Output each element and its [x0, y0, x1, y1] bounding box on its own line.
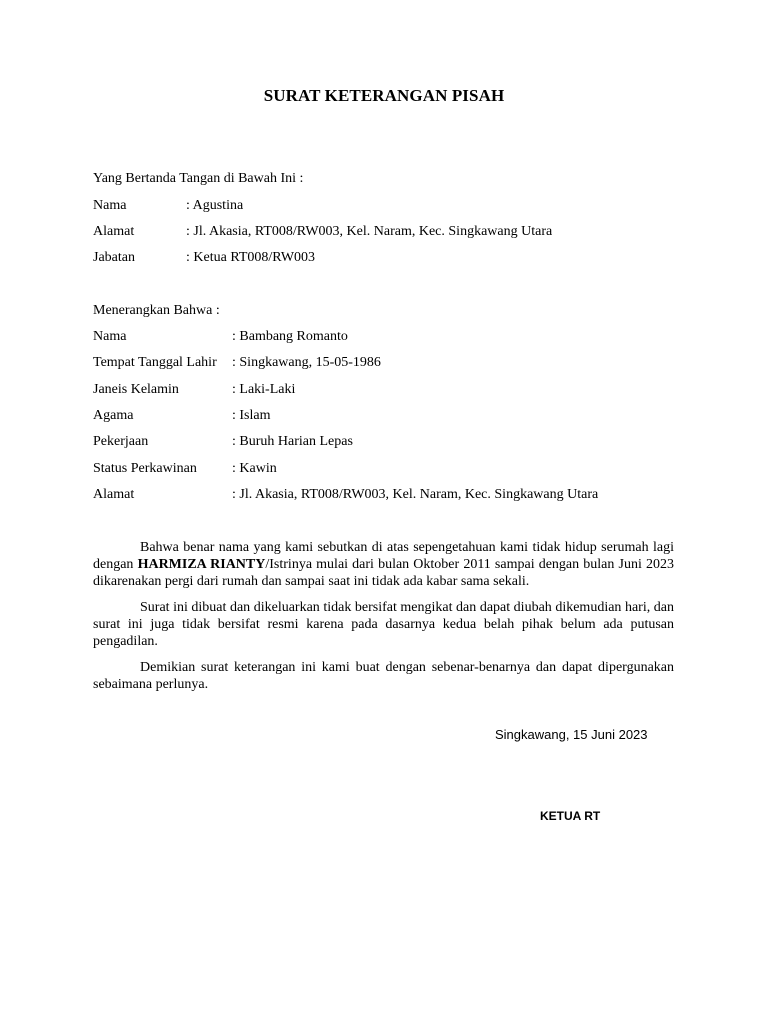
signer-intro: Yang Bertanda Tangan di Bawah Ini :: [93, 171, 304, 186]
signer-label: Alamat: [93, 224, 135, 239]
subject-value: : Jl. Akasia, RT008/RW003, Kel. Naram, Kec. Singkawang Utara: [232, 487, 599, 502]
subject-row-gender: [93, 381, 296, 399]
statement-paragraph: [93, 539, 674, 590]
subject-value: : Kawin: [232, 461, 277, 476]
disclaimer-paragraph: Surat ini dibuat dan dikeluarkan tidak bersifat mengikat dan dapat diubah dikemudian hari, dan surat ini juga tidak bersifat resmi karena pada dasarnya kedua belah pihak belum ada putusan pengadilan.: [93, 600, 674, 649]
spouse-name: HARMIZA RIANTY: [137, 557, 266, 572]
signer-label: Nama: [93, 198, 127, 213]
subject-intro: Menerangkan Bahwa :: [93, 303, 220, 318]
place-date: Singkawang, 15 Juni 2023: [495, 727, 648, 742]
subject-row-religion: [93, 407, 271, 425]
signer-row-name: [93, 197, 244, 215]
subject-value: : Bambang Romanto: [232, 329, 348, 344]
signer-value: : Jl. Akasia, RT008/RW003, Kel. Naram, Kec. Singkawang Utara: [186, 224, 553, 239]
subject-label: Status Perkawinan: [93, 461, 197, 476]
subject-row-address: [93, 486, 599, 504]
subject-label: Agama: [93, 408, 134, 423]
subject-row-birth: [93, 354, 381, 372]
document-title: SURAT KETERANGAN PISAH: [263, 86, 505, 105]
signer-row-position: [93, 249, 316, 267]
signer-label: Jabatan: [93, 250, 135, 265]
signer-row-address: [93, 223, 553, 241]
signer-value: : Agustina: [186, 198, 244, 213]
subject-row-marital: [93, 460, 277, 478]
signatory-title: KETUA RT: [540, 809, 601, 823]
statement-text-after: /Istrinya mulai dari bulan Oktober 2011 sampai dengan bulan Juni 2023 dikarenakan pergi dari rumah dan sampai saat ini tidak ada kabar sama sekali.: [93, 557, 674, 589]
subject-label: Janeis Kelamin: [93, 382, 179, 397]
subject-row-occupation: [93, 433, 353, 451]
subject-label: Pekerjaan: [93, 434, 149, 449]
subject-value: : Buruh Harian Lepas: [232, 434, 353, 449]
subject-label: Alamat: [93, 487, 135, 502]
subject-label: Nama: [93, 329, 127, 344]
subject-label: Tempat Tanggal Lahir: [93, 355, 217, 370]
closing-paragraph: Demikian surat keterangan ini kami buat dengan sebenar-benarnya dan dapat dipergunakan sebaimana perlunya.: [93, 660, 674, 692]
subject-value: : Laki-Laki: [232, 382, 296, 397]
subject-value: : Islam: [232, 408, 271, 423]
subject-row-name: [93, 328, 348, 346]
statement-text-before: Bahwa benar nama yang kami sebutkan di atas sepengetahuan kami tidak hidup serumah lagi dengan: [93, 540, 674, 572]
subject-value: : Singkawang, 15-05-1986: [232, 355, 381, 370]
signer-value: : Ketua RT008/RW003: [186, 250, 316, 265]
